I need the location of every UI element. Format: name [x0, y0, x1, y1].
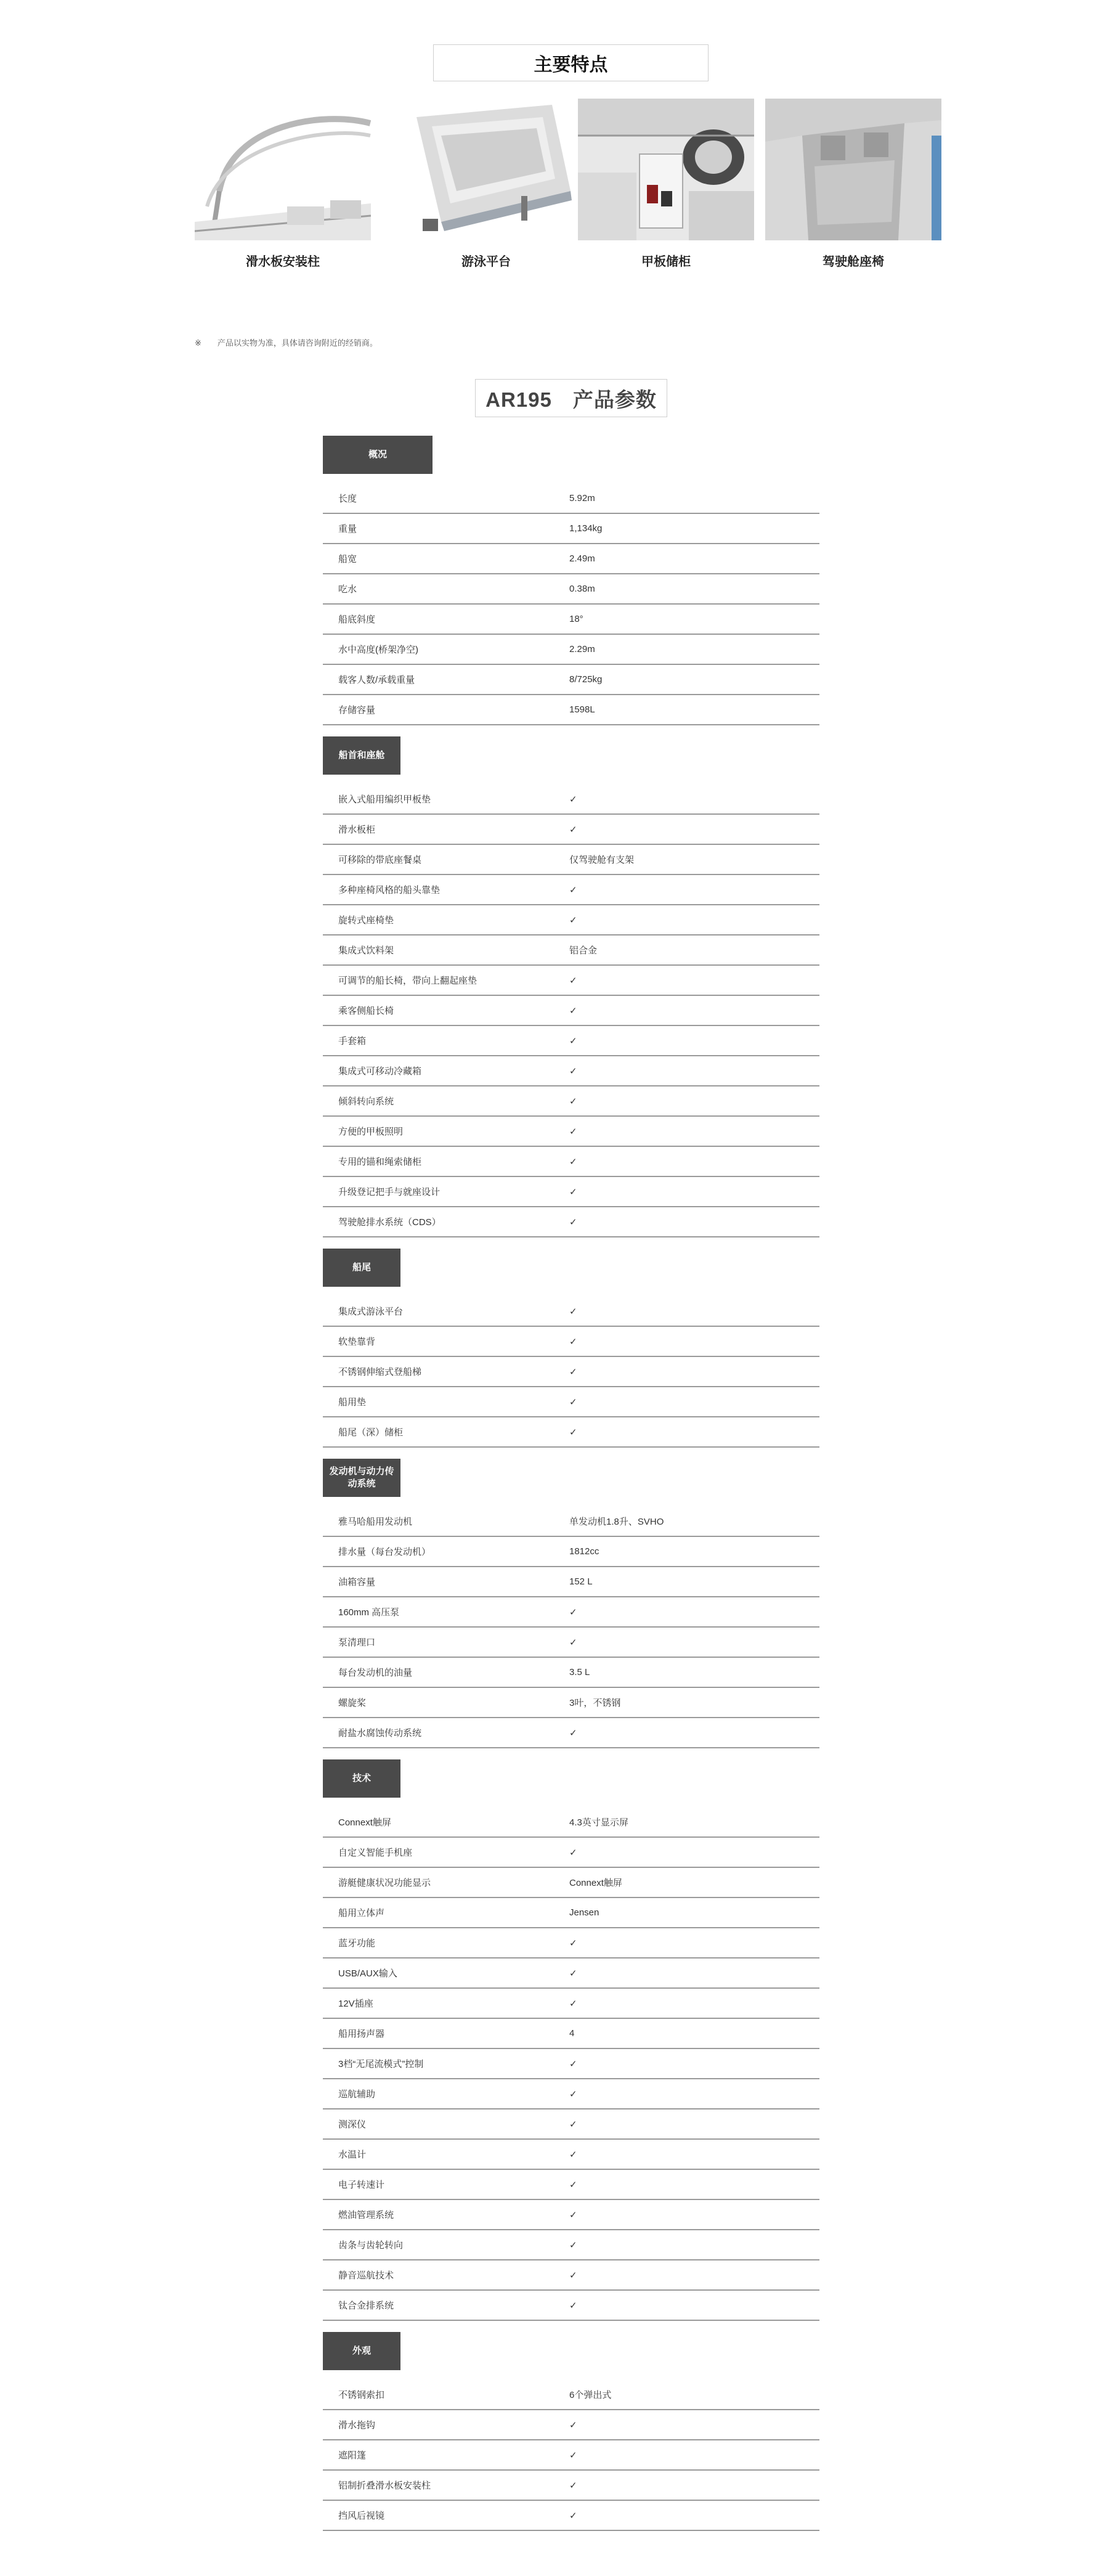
- spec-row: 泵清理口 ✓: [323, 1628, 819, 1658]
- spec-row: 集成式游泳平台 ✓: [323, 1297, 819, 1327]
- spec-row: 船宽 2.49m: [323, 544, 819, 574]
- spec-row: 遮阳篷 ✓: [323, 2440, 819, 2471]
- wakeboard-tower-image: [195, 99, 371, 240]
- spec-row: 测深仪 ✓: [323, 2109, 819, 2140]
- spec-row: 旋转式座椅垫 ✓: [323, 905, 819, 935]
- feature-caption: 滑水板安装柱: [246, 255, 320, 269]
- note-mark: ※: [195, 338, 201, 348]
- section-header: 概况: [323, 436, 433, 474]
- spec-row: 3档“无尾流模式”控制 ✓: [323, 2049, 819, 2079]
- spec-row: 挡风后视镜 ✓: [323, 2501, 819, 2531]
- spec-row: 钛合金排系统 ✓: [323, 2291, 819, 2321]
- feature-caption: 游泳平台: [461, 255, 511, 269]
- spec-row: 多种座椅风格的船头靠垫 ✓: [323, 875, 819, 905]
- section-header: 发动机与动力传动系统: [323, 1459, 400, 1497]
- spec-row: 吃水 0.38m: [323, 574, 819, 605]
- cockpit-seating-image: [765, 99, 941, 240]
- spec-row: 燃油管理系统 ✓: [323, 2200, 819, 2230]
- spec-row: 手套箱 ✓: [323, 1026, 819, 1056]
- features-title: 主要特点: [433, 44, 709, 81]
- spec-row: 雅马哈船用发动机 单发动机1.8升、SVHO: [323, 1507, 819, 1537]
- spec-row: 不锈钢伸缩式登船梯 ✓: [323, 1357, 819, 1387]
- spec-section-stern: [323, 1249, 819, 1448]
- spec-row: 自定义智能手机座 ✓: [323, 1838, 819, 1868]
- spec-row: 静音巡航技术 ✓: [323, 2260, 819, 2291]
- spec-row: 游艇健康状况功能显示 Connext触屏: [323, 1868, 819, 1898]
- spec-row: 电子转速计 ✓: [323, 2170, 819, 2200]
- spec-row: 船用立体声 Jensen: [323, 1898, 819, 1928]
- spec-row: 巡航辅助 ✓: [323, 2079, 819, 2109]
- spec-section-overview: [323, 436, 819, 725]
- spec-row: 专用的锚和绳索储柜 ✓: [323, 1147, 819, 1177]
- spec-row: 水中高度(桥架净空) 2.29m: [323, 635, 819, 665]
- spec-row: 螺旋桨 3叶，不锈钢: [323, 1688, 819, 1718]
- spec-row: 船尾（深）储柜 ✓: [323, 1417, 819, 1448]
- spec-row: 船用垫 ✓: [323, 1387, 819, 1417]
- spec-row: 倾斜转向系统 ✓: [323, 1086, 819, 1117]
- spec-section-engine: [323, 1459, 819, 1748]
- spec-row: 水温计 ✓: [323, 2140, 819, 2170]
- deck-storage-image: [578, 99, 754, 240]
- feature-caption: 驾驶舱座椅: [823, 255, 884, 269]
- spec-row: 方便的甲板照明 ✓: [323, 1117, 819, 1147]
- swim-platform-image: [398, 99, 574, 240]
- spec-row: 排水量（每台发动机） 1812cc: [323, 1537, 819, 1567]
- spec-row: 乘客侧船长椅 ✓: [323, 996, 819, 1026]
- spec-row: 长度 5.92m: [323, 484, 819, 514]
- spec-section-exterior: [323, 2332, 819, 2531]
- spec-row: 蓝牙功能 ✓: [323, 1928, 819, 1958]
- feature-card[interactable]: [578, 99, 754, 269]
- section-header: 船尾: [323, 1249, 400, 1287]
- spec-section-technology: [323, 1759, 819, 2321]
- spec-row: 驾驶舱排水系统（CDS） ✓: [323, 1207, 819, 1237]
- feature-caption: 甲板储柜: [641, 255, 691, 269]
- spec-row: 可调节的船长椅，带向上翻起座垫 ✓: [323, 966, 819, 996]
- spec-row: 船底斜度 18°: [323, 605, 819, 635]
- spec-row: 存储容量 1598L: [323, 695, 819, 725]
- spec-row: 每台发动机的油量 3.5 L: [323, 1658, 819, 1688]
- spec-table: [323, 436, 819, 2542]
- spec-row: 船用扬声器 4: [323, 2019, 819, 2049]
- spec-row: 集成式饮料架 铝合金: [323, 935, 819, 966]
- feature-card[interactable]: [398, 99, 574, 269]
- spec-row: 载客人数/承载重量 8/725kg: [323, 665, 819, 695]
- spec-row: Connext触屏 4.3英寸显示屏: [323, 1808, 819, 1838]
- spec-title: AR195 产品参数: [475, 379, 667, 417]
- spec-row: 铝制折叠滑水板安装柱 ✓: [323, 2471, 819, 2501]
- spec-row: 不锈钢索扣 6个弹出式: [323, 2380, 819, 2410]
- section-header: 技术: [323, 1759, 400, 1798]
- spec-row: 油箱容量 152 L: [323, 1567, 819, 1597]
- spec-row: 集成式可移动冷藏箱 ✓: [323, 1056, 819, 1086]
- disclaimer-text: 产品以实物为准，具体请咨询附近的经销商。: [217, 338, 378, 348]
- disclaimer-note: [195, 336, 378, 348]
- spec-row: USB/AUX输入 ✓: [323, 1958, 819, 1989]
- feature-card[interactable]: [195, 99, 371, 269]
- section-header: 船首和座舱: [323, 736, 400, 775]
- spec-row: 软垫靠背 ✓: [323, 1327, 819, 1357]
- spec-row: 160mm 高压泵 ✓: [323, 1597, 819, 1628]
- spec-row: 滑水拖钩 ✓: [323, 2410, 819, 2440]
- spec-row: 耐盐水腐蚀传动系统 ✓: [323, 1718, 819, 1748]
- spec-row: 升级登记把手与就座设计 ✓: [323, 1177, 819, 1207]
- spec-row: 12V插座 ✓: [323, 1989, 819, 2019]
- spec-row: 可移除的带底座餐桌 仅驾驶舱有支架: [323, 845, 819, 875]
- spec-row: 滑水板柜 ✓: [323, 815, 819, 845]
- spec-row: 齿条与齿轮转向 ✓: [323, 2230, 819, 2260]
- feature-card[interactable]: [765, 99, 941, 269]
- spec-row: 重量 1,134kg: [323, 514, 819, 544]
- section-header: 外观: [323, 2332, 400, 2370]
- spec-row: 嵌入式船用编织甲板垫 ✓: [323, 785, 819, 815]
- spec-section-bow-cockpit: [323, 736, 819, 1237]
